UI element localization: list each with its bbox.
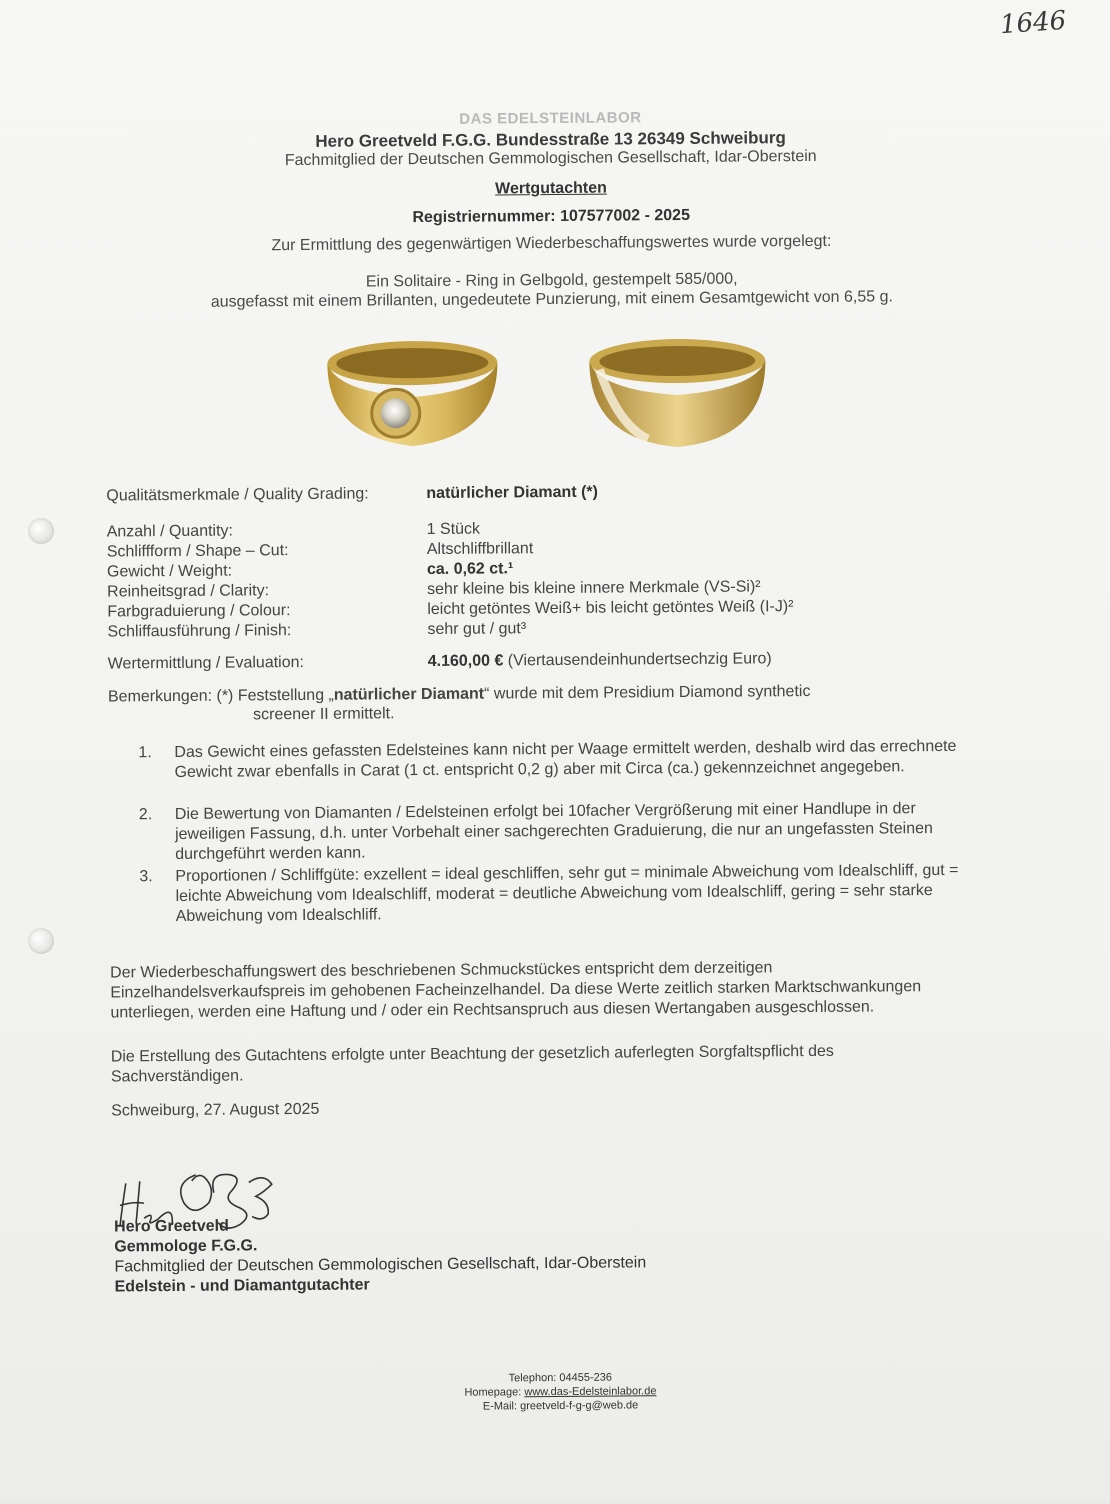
clarity-value: sehr kleine bis kleine innere Merkmale (VS-Si)² [427, 578, 761, 599]
quality-value: natürlicher Diamant (*) [426, 483, 599, 503]
signatory-name: Hero Greetveld [114, 1217, 229, 1236]
remarks-continuation: screener II ermittelt. [253, 705, 395, 724]
remark-note [138, 737, 958, 781]
shape-label: Schliffform / Shape – Cut: [106, 542, 289, 561]
remarks-suffix: “ wurde mit dem Presidium Diamond synthetic [484, 682, 811, 703]
lab-membership: Fachmitglied der Deutschen Gemmologischen Gesellschaft, Idar-Oberstein [284, 147, 817, 170]
document-title: Wertgutachten [495, 179, 607, 198]
note-text: Proportionen / Schliffgüte: exzellent = ideal geschliffen, sehr gut = minimale Abweichung vom Idealschliff, gut = leichte Abweichung vom Idealschliff, moderat = deutliche Abweichung vom Idealschliff, gering = sehr starke Abweichung vom Idealschliff. [175, 861, 959, 925]
quantity-label: Anzahl / Quantity: [106, 522, 234, 541]
footer-phone: Telephon: 04455-236 [508, 1371, 613, 1385]
item-description-line2: ausgefasst mit einem Brillanten, ungedeutete Punzierung, mit einem Gesamtgewicht von 6,55 g. [210, 288, 893, 311]
ring-front [327, 340, 498, 446]
evaluation-words: (Viertausendeinhundertsechzig Euro) [507, 650, 772, 670]
ring-photo [317, 328, 798, 462]
note-text: Das Gewicht eines gefassten Edelsteines kann nicht per Waage ermittelt werden, deshalb wird das errechnete Gewicht zwar ebenfalls in Carat (1 ct. entspricht 0,2 g) aber mit Circa (ca.) gekennzeichnet angegeben. [174, 737, 957, 781]
weight-value: ca. 0,62 ct.¹ [426, 560, 514, 579]
handwritten-number: 1646 [999, 5, 1068, 41]
evaluation-value [428, 650, 772, 671]
remark-note [138, 799, 959, 863]
note-number: 1. [138, 744, 152, 762]
note-number: 2. [138, 806, 153, 824]
note-text: Die Bewertung von Diamanten / Edelsteinen erfolgt bei 10facher Vergrößerung mit einer Handlupe in der jeweiligen Fassung, d.h. unter Vorbehalt einer sachgerechten Graduierung, die nur an ungefassten Steinen durchgeführt werden kann. [174, 800, 933, 863]
signatory-block [114, 1213, 646, 1297]
intro-text: Zur Ermittlung des gegenwärtigen Wiederbeschaffungswertes wurde vorgelegt: [271, 232, 832, 255]
finish-label: Schliffausführung / Finish: [107, 622, 292, 641]
lab-address: Hero Greetveld F.G.G. Bundesstraße 13 26349 Schweiburg [315, 128, 786, 151]
grading-table [106, 476, 1006, 673]
quantity-value: 1 Stück [426, 520, 481, 539]
registration-number: Registriernummer: 107577002 - 2025 [412, 206, 691, 227]
evaluation-amount: 4.160,00 € [427, 652, 504, 670]
remarks-section [107, 681, 959, 925]
lab-name: DAS EDELSTEINLABOR [459, 109, 642, 128]
homepage-link[interactable]: www.das-Edelsteinlabor.de [524, 1385, 657, 1399]
clarity-label: Reinheitsgrad / Clarity: [107, 582, 270, 601]
place-date: Schweiburg, 27. August 2025 [111, 1100, 320, 1120]
colour-label: Farbgraduierung / Colour: [107, 602, 291, 621]
ring-side [589, 338, 766, 447]
item-description-line1: Ein Solitaire - Ring in Gelbgold, gestempelt 585/000, [365, 270, 738, 291]
grading-row-quality [106, 480, 1006, 507]
diligence-paragraph: Die Erstellung des Gutachtens erfolgte unter Beachtung der gesetzlich auferlegten Sorgfaltspflicht des Sachverständigen. [110, 1042, 834, 1086]
remarks-emphasis: natürlicher Diamant [333, 685, 485, 704]
evaluation-label: Wertermittlung / Evaluation: [107, 653, 304, 673]
signatory-role: Edelstein - und Diamantgutachter [114, 1276, 370, 1296]
finish-value: sehr gut / gut³ [427, 620, 527, 638]
shape-value: Altschliffbrillant [426, 540, 534, 559]
grading-row-evaluation [108, 648, 1008, 675]
signatory-title: Gemmologe F.G.G. [114, 1237, 258, 1256]
weight-label: Gewicht / Weight: [106, 562, 233, 581]
footer-email: E-Mail: greetveld-f-g-g@web.de [482, 1399, 639, 1413]
remarks-heading [108, 681, 958, 708]
quality-label: Qualitätsmerkmale / Quality Grading: [106, 485, 369, 505]
footer-homepage-label: Homepage: [464, 1386, 525, 1399]
disclaimer-paragraph: Der Wiederbeschaffungswert des beschriebenen Schmuckstückes entspricht dem derzeitigen Einzelhandelsverkaufspreis im gehobenen Facheinzelhandel. Da diese Werte zeitlich starken Marktschwankungen unterliegen, werden eine Haftung und / oder ein Rechtsanspruch aus diesen Wertangaben ausgeschlossen. [110, 959, 922, 1022]
note-number: 3. [139, 868, 153, 886]
colour-value: leicht getöntes Weiß+ bis leicht getöntes Weiß (I-J)² [427, 598, 794, 618]
remarks-prefix: Bemerkungen: (*) Feststellung „ [107, 686, 334, 706]
signatory-membership: Fachmitglied der Deutschen Gemmologischen Gesellschaft, Idar-Oberstein [114, 1254, 647, 1276]
